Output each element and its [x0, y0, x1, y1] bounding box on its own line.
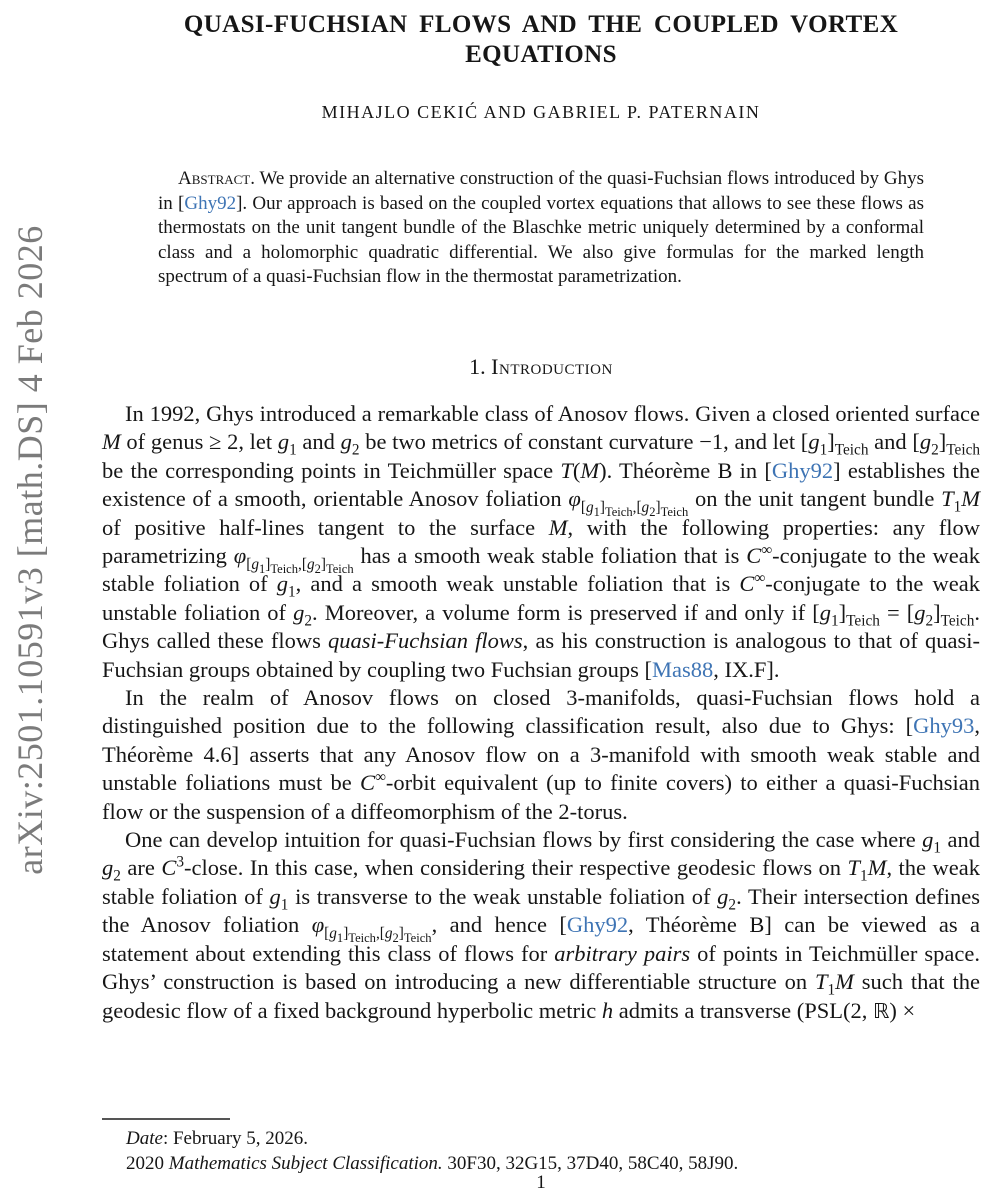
paragraph-2: In the realm of Anosov flows on closed 3-manifolds, quasi-Fuchsian flows hold a distinguished position due to the following classification result, also due to Ghys: [Ghy93, Théorème 4.6] asserts that any Anosov flow on a 3-manifold with smooth weak stable and unstable foliations must be C∞-orbit equivalent (up to finite covers) to either a quasi-Fuchsian flow or the suspension of a diffeomorphism of the 2-torus. — [102, 685, 980, 824]
paper-page — [102, 0, 980, 1025]
page-number: 1 — [536, 1172, 546, 1193]
paper-title: QUASI-FUCHSIAN FLOWS AND THE COUPLED VORTEX EQUATIONS — [183, 11, 899, 68]
section-title: Introduction — [491, 353, 613, 379]
footnote-msc: 2020 Mathematics Subject Classification. 30F30, 32G15, 37D40, 58C40, 58J90. — [126, 1152, 739, 1174]
section-heading-introduction — [102, 354, 980, 380]
paragraph-1: In 1992, Ghys introduced a remarkable class of Anosov flows. Given a closed oriented surface M of genus ≥ 2, let $g_1$ and $g_2$ be two metrics of constant curvature −1, and let $[g_1]_{Teich}$ and $[g_2]_{Teich}$ be the corresponding points in Teichmüller space T(M). Théorème B in [Ghy92] establishes the existence of a smooth, orientable Anosov foliation $\varphi_{[g_1]_{Teich},[g_2]_{Teich}}$ on the unit tangent bundle $T_1M$ of positive half-lines tangent to the surface M, with the following properties: any flow parametrizing $\varphi_{[g_1]_{Teich},[g_2]_{Teich}}$ has a smooth weak stable foliation that is C∞-conjugate to the weak stable foliation of $g_1$, and a smooth weak unstable foliation that is C∞-conjugate to the weak unstable foliation of $g_2$. Moreover, a volume form is preserved if and only if $[g_1]_{Teich} = [g_2]_{Teich}$. Ghys called these flows quasi-Fuchsian flows, as his construction is analogous to that of quasi-Fuchsian groups obtained by coupling two Fuchsian groups [Mas88, IX.F]. — [102, 400, 981, 682]
citation-mas88[interactable]: Mas88 — [651, 656, 714, 682]
abstract-label: Abstract. — [178, 168, 255, 189]
citation-ghy92[interactable]: Ghy92 — [184, 192, 237, 214]
footnote-date: Date: February 5, 2026. — [126, 1128, 309, 1149]
arxiv-watermark: arXiv:2501.10591v3 [math.DS] 4 Feb 2026 — [10, 225, 50, 875]
section-number: 1. — [469, 353, 486, 379]
citation-ghy92[interactable]: Ghy92 — [771, 457, 834, 483]
double-struck-R: ℝ — [873, 998, 890, 1023]
authors-line: MIHAJLO CEKIĆ AND GABRIEL P. PATERNAIN — [321, 102, 761, 122]
calligraphic-T: T — [560, 457, 573, 483]
abstract-paragraph — [158, 167, 924, 290]
footnote-rule — [102, 1118, 230, 1120]
paragraph-3: One can develop intuition for quasi-Fuchsian flows by first considering the case where $g_1$ and $g_2$ are $C^3$-close. In this case, when considering their respective geodesic flows on $T_1M$, the weak stable foliation of $g_1$ is transverse to the weak unstable foliation of $g_2$. Their intersection defines the Anosov foliation $\varphi_{[g_1]_{Teich},[g_2]_{Teich}}$, and hence [Ghy92, Théorème B] can be viewed as a statement about extending this class of flows for arbitrary pairs of points in Teichmüller space. Ghys’ construction is based on introducing a new differentiable structure on $T_1M$ such that the geodesic flow of a fixed background hyperbolic metric h admits a transverse (PSL(2, ℝ) × — [102, 827, 980, 1023]
introduction-body — [102, 400, 980, 1025]
footnote-block — [102, 1118, 980, 1176]
abstract-block — [158, 167, 924, 290]
citation-ghy92[interactable]: Ghy92 — [566, 912, 629, 938]
citation-ghy93[interactable]: Ghy93 — [913, 713, 975, 739]
abstract-text: We provide an alternative construction of the quasi-Fuchsian flows introduced by Ghys in [Ghy92]. Our approach is based on the coupled vortex equations that allows to see these flows as thermostats on the unit tangent bundle of the Blaschke metric uniquely determined by a conformal class and a holomorphic quadratic differential. We also give formulas for the marked length spectrum of a quasi-Fuchsian flow in the thermostat parametrization. — [158, 168, 924, 288]
